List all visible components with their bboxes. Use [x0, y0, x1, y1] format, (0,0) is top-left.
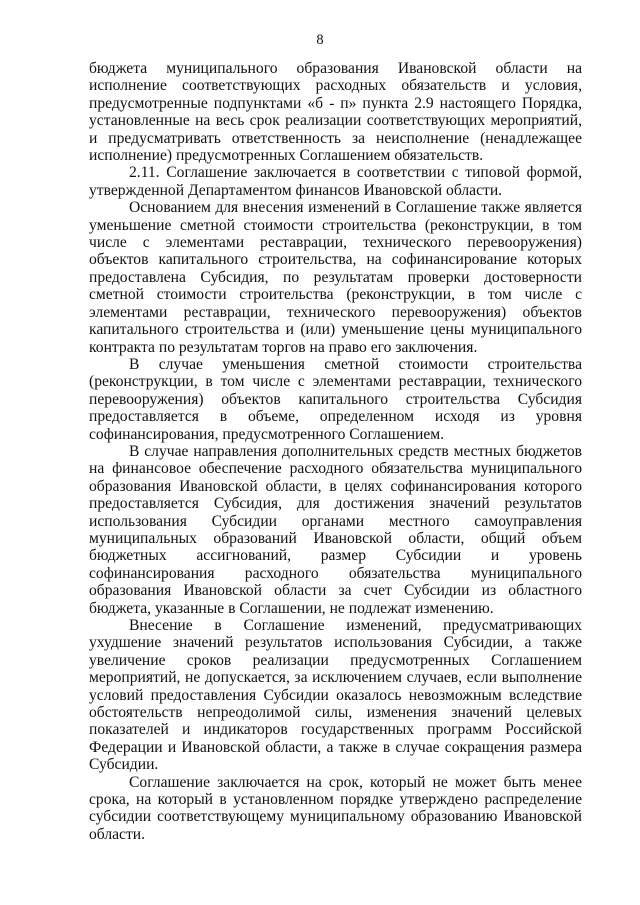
paragraph-additional-funds: В случае направления дополнительных средств местных бюджетов на финансовое обеспечение расходного обязательства муниципального образования Ивановской области, в целях софинансирования которого предоставляется Субсидия, для достижения значений результатов использования Субсидии органами местного самоуправления муниципальных образований Ивановской области, общий объем бюджетных ассигнований, размер Субсидии и уровень софинансирования расходного обязательства муниципального образования Ивановской области за счет Субсидии из областного бюджета, указанные в Соглашении, не подлежат изменению.	[89, 442, 582, 617]
paragraph-cost-reduction: В случае уменьшения сметной стоимости строительства (реконструкции, в том числе с элементами реставрации, технического перевооружения) объектов капитального строительства Субсидия предоставляется в объеме, определенном исходя из уровня софинансирования, предусмотренного Соглашением.	[89, 355, 582, 443]
document-body	[89, 60, 582, 843]
paragraph-amendment-grounds: Основанием для внесения изменений в Соглашение также является уменьшение сметной стоимости строительства (реконструкции, в том числе с элементами реставрации, технического перевооружения) объектов капитального строительства, на софинансирование которых предоставлена Субсидия, по результатам проверки достоверности сметной стоимости строительства (реконструкции, в том числе с элементами реставрации, технического перевооружения) объектов капитального строительства и (или) уменьшение цены муниципального контракта по результатам торгов на право его заключения.	[89, 199, 582, 356]
paragraph-agreement-term: Соглашение заключается на срок, который не может быть менее срока, на который в установленном порядке утверждено распределение субсидии соответствующему муниципальному образованию Ивановской области.	[89, 773, 582, 843]
page-number: 8	[316, 32, 324, 48]
paragraph-amendment-restrictions: Внесение в Соглашение изменений, предусматривающих ухудшение значений результатов использования Субсидии, а также увеличение сроков реализации предусмотренных Соглашением мероприятий, не допускается, за исключением случаев, если выполнение условий предоставления Субсидии оказалось невозможным вследствие обстоятельств непреодолимой силы, изменения значений целевых показателей и индикаторов государственных программ Российской Федерации и Ивановской области, а также в случае сокращения размера Субсидии.	[89, 617, 582, 774]
paragraph-2-11: 2.11. Соглашение заключается в соответствии с типовой формой, утвержденной Департаментом финансов Ивановской области.	[89, 164, 582, 199]
paragraph-continuation: бюджета муниципального образования Ивановской области на исполнение соответствующих расходных обязательств и условия, предусмотренные подпунктами «б - п» пункта 2.9 настоящего Порядка, установленные на весь срок реализации соответствующих мероприятий, и предусматривать ответственность за неисполнение (ненадлежащее исполнение) предусмотренных Соглашением обязательств.	[89, 60, 582, 165]
